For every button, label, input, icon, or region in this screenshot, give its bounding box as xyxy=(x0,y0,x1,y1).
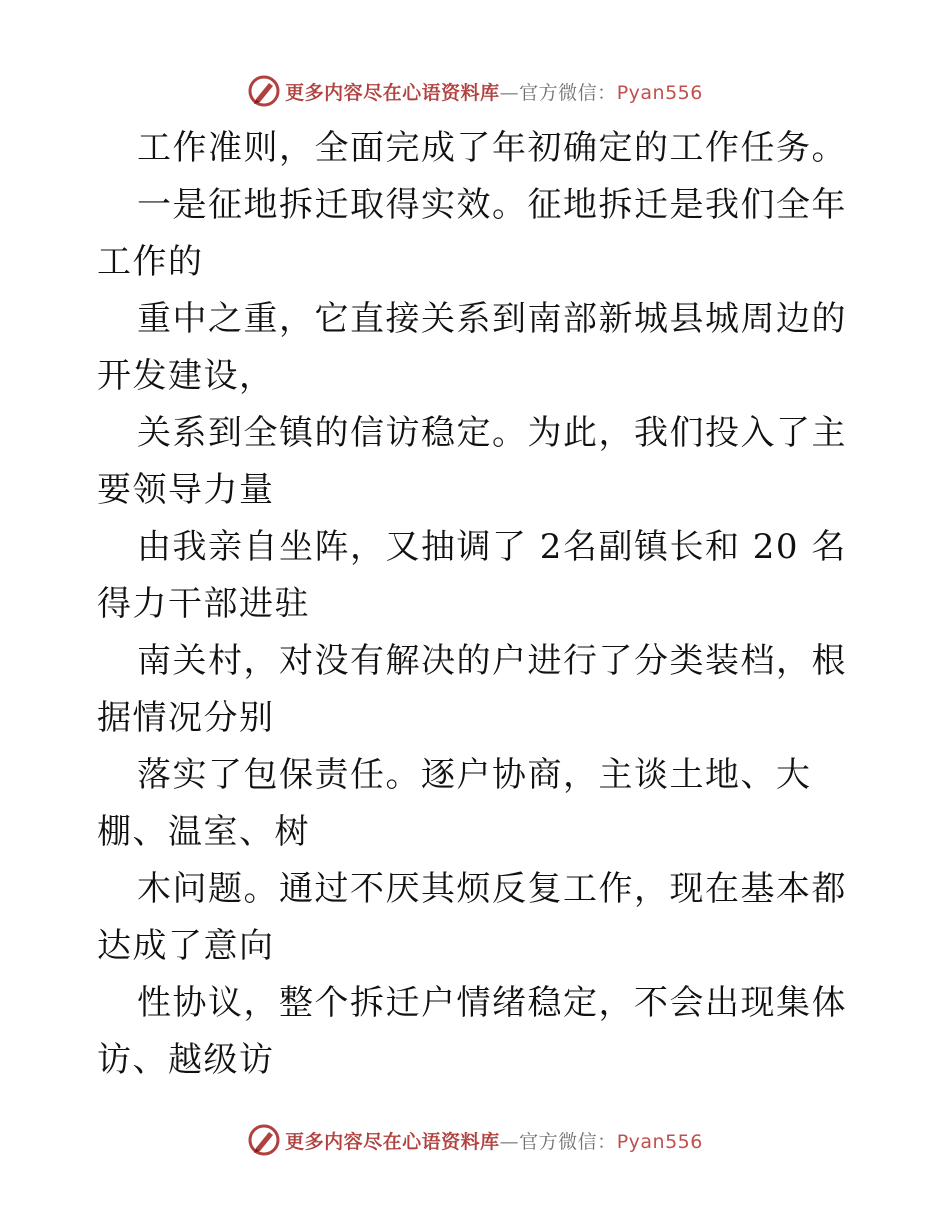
pen-logo-icon xyxy=(247,74,281,108)
banner-wechat-id: Pyan556 xyxy=(616,1130,703,1153)
banner-text xyxy=(285,78,703,105)
body-line-9: 性协议，整个拆迁户情绪稳定，不会出现集体访、越级访 xyxy=(97,983,847,1080)
body-line-1: 工作准则，全面完成了年初确定的工作任务。 xyxy=(137,128,847,168)
footer-banner xyxy=(0,1120,950,1160)
banner-main-text: 更多内容尽在心语资料库 xyxy=(285,81,500,104)
banner-dash: — xyxy=(499,1130,520,1153)
banner-wechat-id: Pyan556 xyxy=(616,81,703,104)
body-line-6: 南关村，对没有解决的户进行了分类装档，根据情况分别 xyxy=(97,641,847,738)
header-banner xyxy=(0,71,950,111)
banner-wechat-label: 官方微信： xyxy=(519,81,617,104)
banner-dash: — xyxy=(499,81,520,104)
body-line-4: 关系到全镇的信访稳定。为此，我们投入了主要领导力量 xyxy=(97,413,847,510)
body-line-2: 一是征地拆迁取得实效。征地拆迁是我们全年工作的 xyxy=(97,185,847,282)
pen-logo-icon xyxy=(247,1123,281,1157)
body-line-5: 由我亲自坐阵，又抽调了 2名副镇长和 20 名得力干部进驻 xyxy=(97,527,847,624)
banner-text xyxy=(285,1127,703,1154)
document-body xyxy=(97,120,857,1089)
body-line-7: 落实了包保责任。逐户协商，主谈土地、大棚、温室、树 xyxy=(97,755,812,852)
body-line-8: 木问题。通过不厌其烦反复工作，现在基本都达成了意向 xyxy=(97,869,847,966)
banner-wechat-label: 官方微信： xyxy=(519,1130,617,1153)
body-line-3: 重中之重，它直接关系到南部新城县城周边的开发建设， xyxy=(97,299,847,396)
banner-main-text: 更多内容尽在心语资料库 xyxy=(285,1130,500,1153)
